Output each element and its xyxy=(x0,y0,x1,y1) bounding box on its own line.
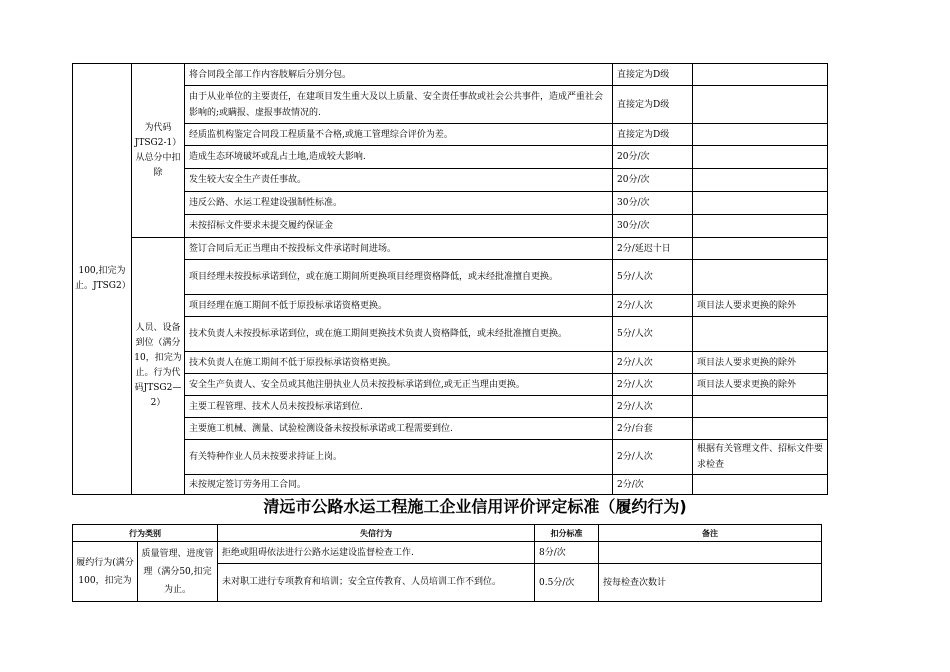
category-sub-cell: 质量管理、进度管理（满分50,扣完为止。 xyxy=(138,542,218,602)
table-row-score: 20分/次 xyxy=(613,169,693,192)
criteria-table xyxy=(72,524,822,602)
table-row-desc: 安全生产负责人、安全员或其他注册执业人员未按投标承诺到位,或无正当理由更换。 xyxy=(185,374,613,396)
table-row-note xyxy=(599,542,822,564)
table-row-note xyxy=(693,317,828,352)
table-row-score: 直接定为D级 xyxy=(613,64,693,86)
table-row-note xyxy=(693,64,828,86)
table-row-desc: 造成生态环境破坏或乱占土地,造成较大影响. xyxy=(185,146,613,169)
table-row-note xyxy=(693,86,828,124)
table-row-desc: 主要施工机械、测量、试验检测设备未按投标承诺或工程需要到位. xyxy=(185,418,613,440)
table-row-desc: 有关特种作业人员未按要求持证上岗。 xyxy=(185,440,613,475)
table-row-score: 直接定为D级 xyxy=(613,124,693,146)
table-row-desc: 项目经理在施工期间不低于原投标承诺资格更换。 xyxy=(185,295,613,317)
table-row-score: 30分/次 xyxy=(613,192,693,215)
table-row-score: 2分/人次 xyxy=(613,295,693,317)
category-group-2-cell: 人员、设备到位（满分10，扣完为止。行为代码JTSG2—2） xyxy=(132,238,185,495)
table-row-note xyxy=(693,146,828,169)
header-score: 扣分标准 xyxy=(535,525,599,542)
table-row-note: 项目法人要求更换的除外 xyxy=(693,295,828,317)
table-row-note xyxy=(693,475,828,495)
header-behavior: 失信行为 xyxy=(218,525,535,542)
table-row-desc: 违反公路、水运工程建设强制性标准。 xyxy=(185,192,613,215)
table-row-score: 8分/次 xyxy=(535,542,599,564)
table-row-score: 20分/次 xyxy=(613,146,693,169)
table-row-note xyxy=(693,418,828,440)
table-row-score: 30分/次 xyxy=(613,215,693,238)
table-row-desc: 未按招标文件要求未提交履约保证金 xyxy=(185,215,613,238)
table-row-note: 项目法人要求更换的除外 xyxy=(693,352,828,374)
header-note: 备注 xyxy=(599,525,822,542)
table-row-note xyxy=(693,260,828,295)
table-row-note: 按每检查次数计 xyxy=(599,564,822,602)
table-row-score: 0.5分/次 xyxy=(535,564,599,602)
table-row-note xyxy=(693,238,828,260)
table-row-note: 项目法人要求更换的除外 xyxy=(693,374,828,396)
table-row-desc: 经质监机构鉴定合同段工程质量不合格,或施工管理综合评价为差。 xyxy=(185,124,613,146)
criteria-table-continued xyxy=(72,63,828,495)
category-total-cell: 100,扣完为止。JTSG2） xyxy=(73,64,132,495)
table-row-score: 2分/人次 xyxy=(613,440,693,475)
table-row-note xyxy=(693,169,828,192)
table-row-note xyxy=(693,215,828,238)
table-row-score: 2分/延迟十日 xyxy=(613,238,693,260)
table-row-score: 2分/台套 xyxy=(613,418,693,440)
table-row-desc: 拒绝或阻碍依法进行公路水运建设监督检查工作. xyxy=(218,542,535,564)
table-row-desc: 未对职工进行专项教育和培训；安全宣传教育、人员培训工作不到位。 xyxy=(218,564,535,602)
table-row-note xyxy=(693,192,828,215)
table-row-desc: 技术负责人未按投标承诺到位，或在施工期间更换技术负责人资格降低，或未经批准擅自更换。 xyxy=(185,317,613,352)
table-row-note xyxy=(693,396,828,418)
table-row-desc: 由于从业单位的主要责任，在建项目发生重大及以上质量、安全责任事故或社会公共事件，造成严重社会影响的;或瞒报、虚报事故情况的. xyxy=(185,86,613,124)
table-row-score: 2分/人次 xyxy=(613,352,693,374)
table-row-score: 5分/人次 xyxy=(613,260,693,295)
table-row-desc: 将合同段全部工作内容肢解后分别分包。 xyxy=(185,64,613,86)
table-row-note: 根据有关管理文件、招标文件要求检查 xyxy=(693,440,828,475)
header-category: 行为类别 xyxy=(73,525,218,542)
table-row-desc: 主要工程管理、技术人员未按投标承诺到位. xyxy=(185,396,613,418)
table-row-note xyxy=(693,124,828,146)
category-main-cell: 履约行为(满分100，扣完为 xyxy=(73,542,138,602)
table-row-desc: 发生较大安全生产责任事故。 xyxy=(185,169,613,192)
page-title: 清远市公路水运工程施工企业信用评价评定标准（履约行为) xyxy=(263,497,687,516)
table-row-desc: 技术负责人在施工期间不低于原投标承诺资格更换。 xyxy=(185,352,613,374)
table-row-score: 直接定为D级 xyxy=(613,86,693,124)
category-group-1-cell: 为代码JTSG2-1）从总分中扣除 xyxy=(132,64,185,238)
table-row-score: 5分/人次 xyxy=(613,317,693,352)
table-row-score: 2分/人次 xyxy=(613,396,693,418)
table-row-score: 2分/人次 xyxy=(613,374,693,396)
table-row-desc: 项目经理未按投标承诺到位，或在施工期间所更换项目经理资格降低，或未经批准擅自更换。 xyxy=(185,260,613,295)
table-row-desc: 签订合同后无正当理由不按投标文件承诺时间进场。 xyxy=(185,238,613,260)
table-row-desc: 未按规定签订劳务用工合同。 xyxy=(185,475,613,495)
table-row-score: 2分/次 xyxy=(613,475,693,495)
